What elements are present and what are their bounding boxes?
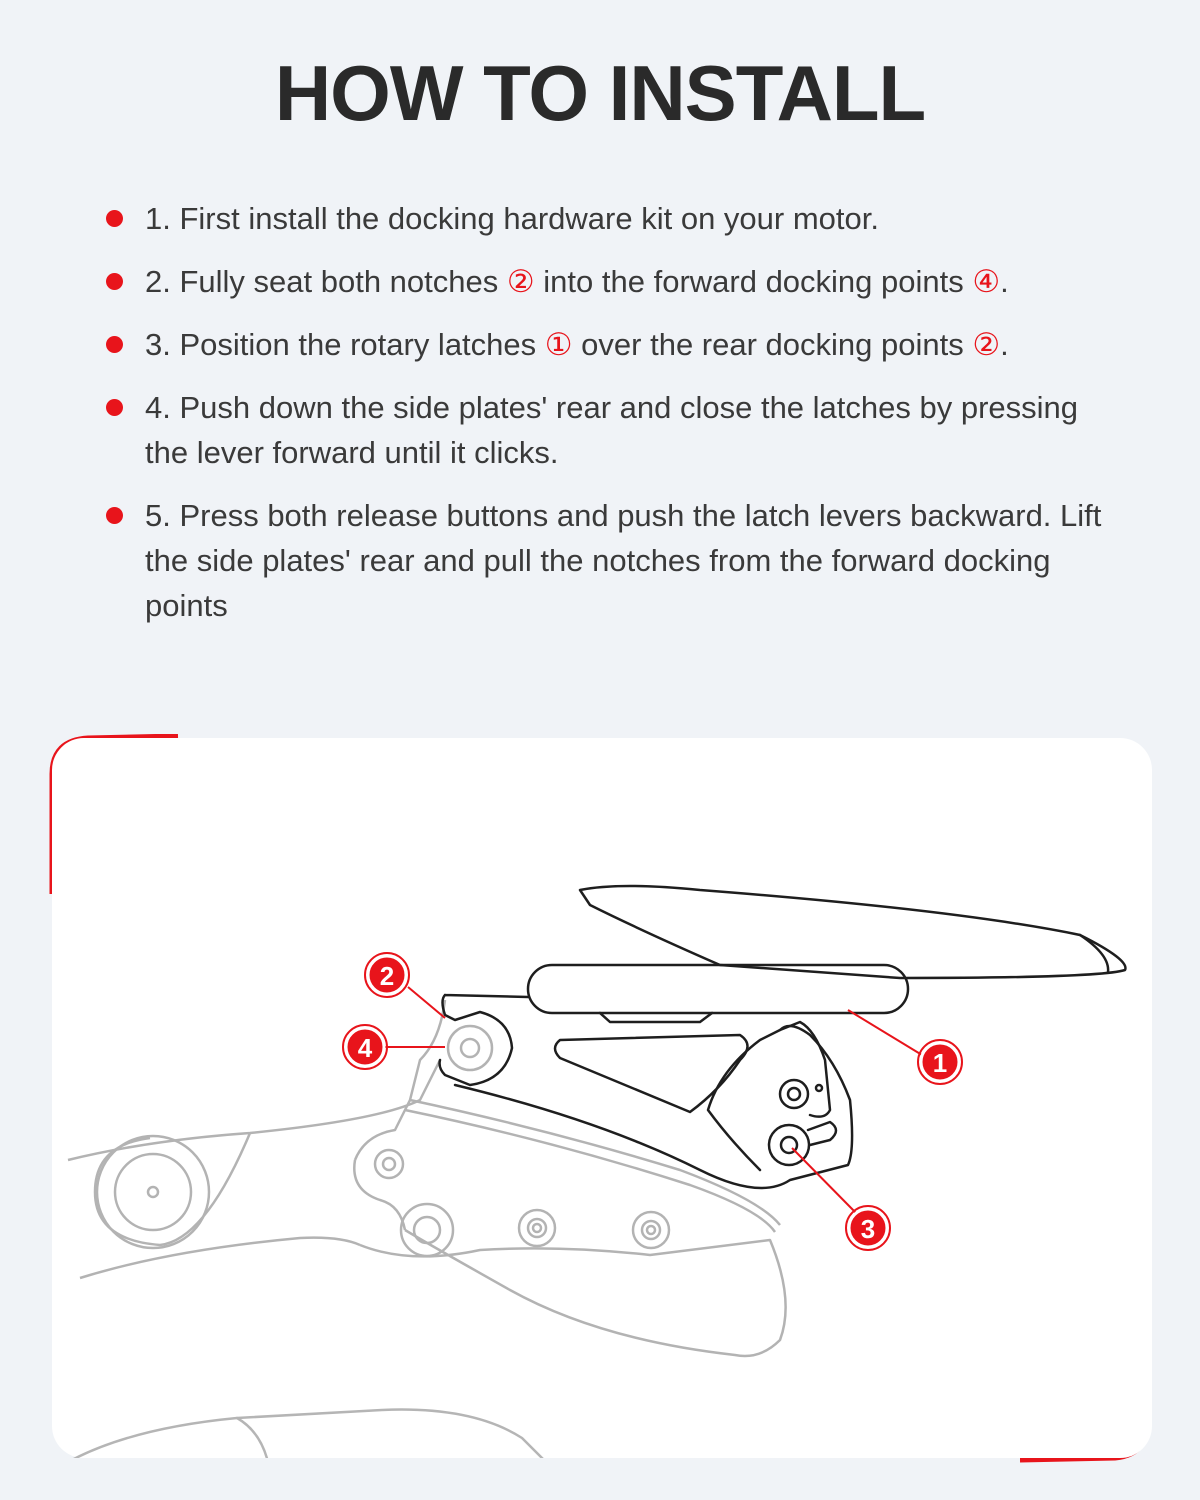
step-2-text-b: into the forward docking points [534, 264, 973, 299]
handle-bar [528, 965, 908, 1013]
callout-badge-4 [343, 1025, 387, 1069]
callout-4-label: 4 [357, 1033, 373, 1063]
step-3 [100, 322, 1120, 367]
step-3-text: 3. Position the rotary latches [145, 327, 545, 362]
step-5 [100, 493, 1120, 628]
bullet-dot [106, 336, 123, 353]
callout-mark-1: ① [544, 327, 573, 362]
step-4 [100, 385, 1120, 475]
step-2 [100, 259, 1120, 304]
docking-diagram [52, 738, 1152, 1458]
step-1-text: 1. First install the docking hardware kit on your motor. [145, 201, 879, 236]
callout-badge-3 [846, 1206, 890, 1250]
diagram-panel [52, 738, 1152, 1458]
callout-mark-2: ② [506, 264, 535, 299]
step-1 [100, 196, 1120, 241]
callout-mark-4: ④ [972, 264, 1001, 299]
callout-3-label: 3 [860, 1214, 876, 1244]
callout-2-label: 2 [379, 961, 395, 991]
step-2-text-c: . [1000, 264, 1009, 299]
callout-mark-2: ② [972, 327, 1001, 362]
bullet-dot [106, 210, 123, 227]
callout-badge-1 [918, 1040, 962, 1084]
page-title: HOW TO INSTALL [274, 49, 926, 137]
install-steps-list [100, 196, 1120, 646]
bullet-dot [106, 399, 123, 416]
step-5-text: 5. Press both release buttons and push the latch levers backward. Lift the side plates' rear and pull the notches from the forward docking points [145, 498, 1102, 623]
step-2-text: 2. Fully seat both notches [145, 264, 507, 299]
callout-badge-2 [365, 953, 409, 997]
callout-1-label: 1 [932, 1048, 948, 1078]
motor-mount-outline [70, 1410, 782, 1458]
step-3-text-c: . [1000, 327, 1009, 362]
bullet-dot [106, 507, 123, 524]
latch-screw-upper [780, 1080, 808, 1108]
step-4-text: 4. Push down the side plates' rear and close the latches by pressing the lever forward until it clicks. [145, 390, 1079, 470]
bullet-dot [106, 273, 123, 290]
step-3-text-b: over the rear docking points [572, 327, 973, 362]
